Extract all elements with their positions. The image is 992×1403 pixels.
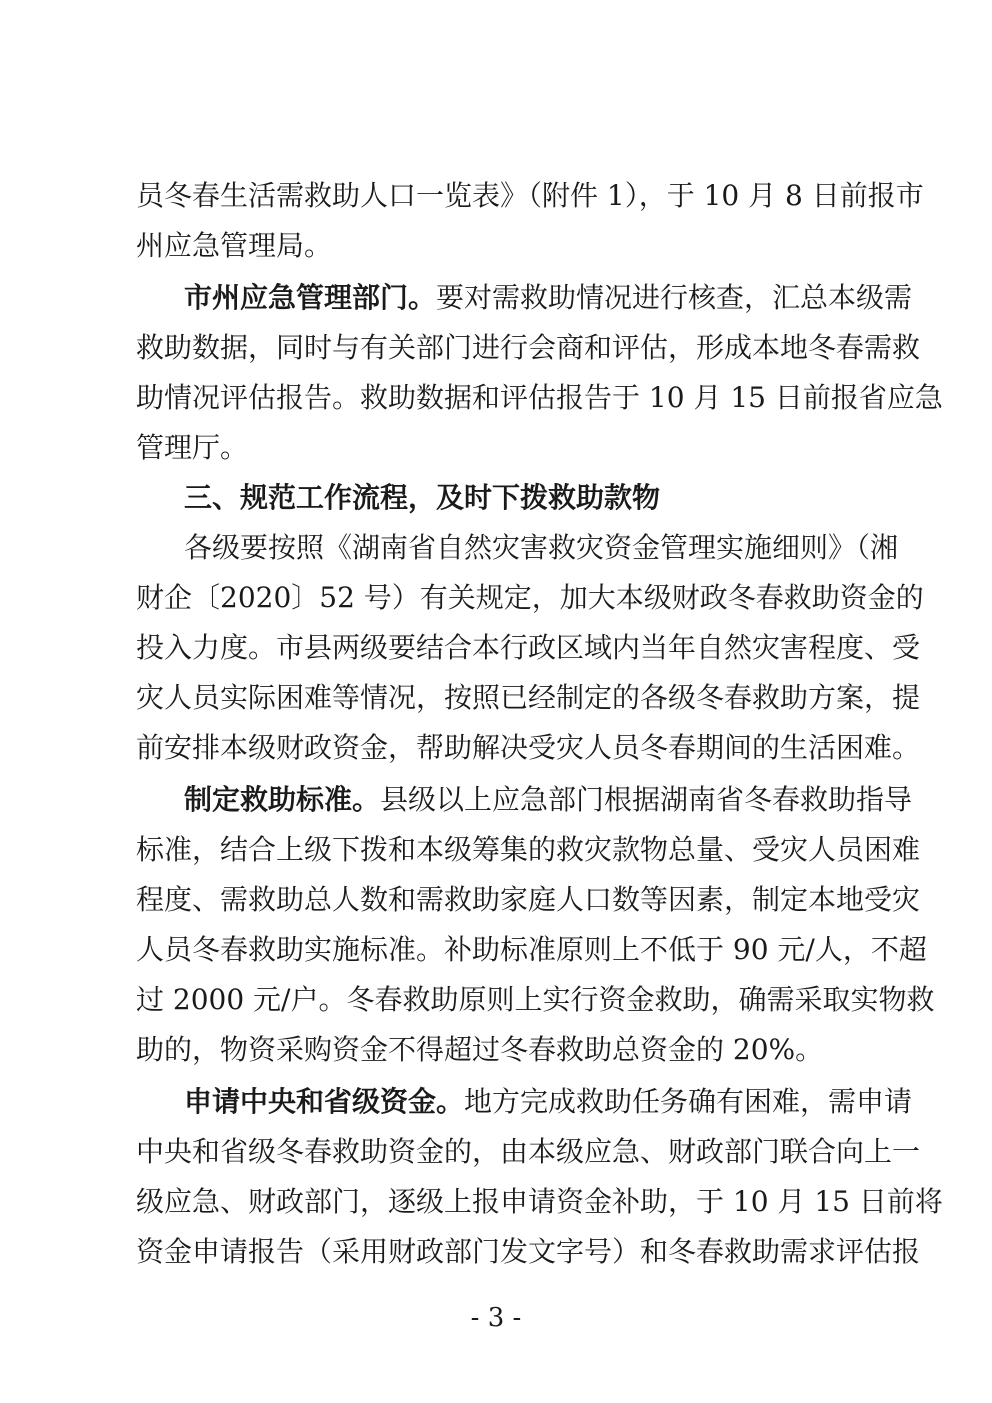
lead-in-municipal: 市州应急管理部门。 bbox=[184, 281, 437, 314]
paragraph-municipal bbox=[184, 274, 913, 322]
body-line: 级应急、财政部门，逐级上报申请资金补助，于 10 月 15 日前将 bbox=[136, 1185, 943, 1218]
section-heading: 三、规范工作流程，及时下拨救助款物 bbox=[184, 481, 661, 514]
body-line: 前安排本级财政资金，帮助解决受灾人员冬春期间的生活困难。 bbox=[136, 731, 921, 764]
body-line: 救助数据，同时与有关部门进行会商和评估，形成本地冬春需救 bbox=[136, 331, 921, 364]
body-line: 助的，物资采购资金不得超过冬春救助总资金的 20%。 bbox=[136, 1033, 824, 1066]
body-text: 地方完成救助任务确有困难，需申请 bbox=[464, 1085, 913, 1118]
body-line: 人员冬春救助实施标准。补助标准原则上不低于 90 元/人，不超 bbox=[136, 933, 927, 966]
body-line: 各级要按照《湖南省自然灾害救灾资金管理实施细则》（湘 bbox=[184, 531, 899, 564]
lead-in-application: 申请中央和省级资金。 bbox=[184, 1085, 465, 1118]
body-line: 管理厅。 bbox=[136, 431, 249, 464]
body-line: 资金申请报告（采用财政部门发文字号）和冬春救助需求评估报 bbox=[136, 1235, 921, 1268]
body-line: 程度、需救助总人数和需救助家庭人口数等因素，制定本地受灾 bbox=[136, 883, 921, 916]
body-line: 标准，结合上级下拨和本级筹集的救灾款物总量、受灾人员困难 bbox=[136, 833, 921, 866]
body-line: 助情况评估报告。救助数据和评估报告于 10 月 15 日前报省应急 bbox=[136, 381, 943, 414]
body-line: 过 2000 元/户。冬春救助原则上实行资金救助，确需采取实物救 bbox=[136, 983, 935, 1016]
body-text: 要对需救助情况进行核查，汇总本级需 bbox=[436, 281, 913, 314]
body-line: 中央和省级冬春救助资金的，由本级应急、财政部门联合向上一 bbox=[136, 1135, 921, 1168]
page-number: - 3 - bbox=[470, 1303, 522, 1333]
paragraph-application bbox=[184, 1078, 913, 1126]
lead-in-standard: 制定救助标准。 bbox=[184, 783, 381, 816]
body-line: 投入力度。市县两级要结合本行政区域内当年自然灾害程度、受 bbox=[136, 631, 921, 664]
paragraph-standard bbox=[184, 776, 913, 824]
body-line: 员冬春生活需救助人口一览表》（附件 1），于 10 月 8 日前报市 bbox=[136, 179, 924, 212]
body-text: 县级以上应急部门根据湖南省冬春救助指导 bbox=[380, 783, 913, 816]
body-line: 州应急管理局。 bbox=[136, 229, 333, 262]
body-line: 灾人员实际困难等情况，按照已经制定的各级冬春救助方案，提 bbox=[136, 681, 921, 714]
body-line: 财企〔2020〕52 号）有关规定，加大本级财政冬春救助资金的 bbox=[136, 581, 924, 614]
